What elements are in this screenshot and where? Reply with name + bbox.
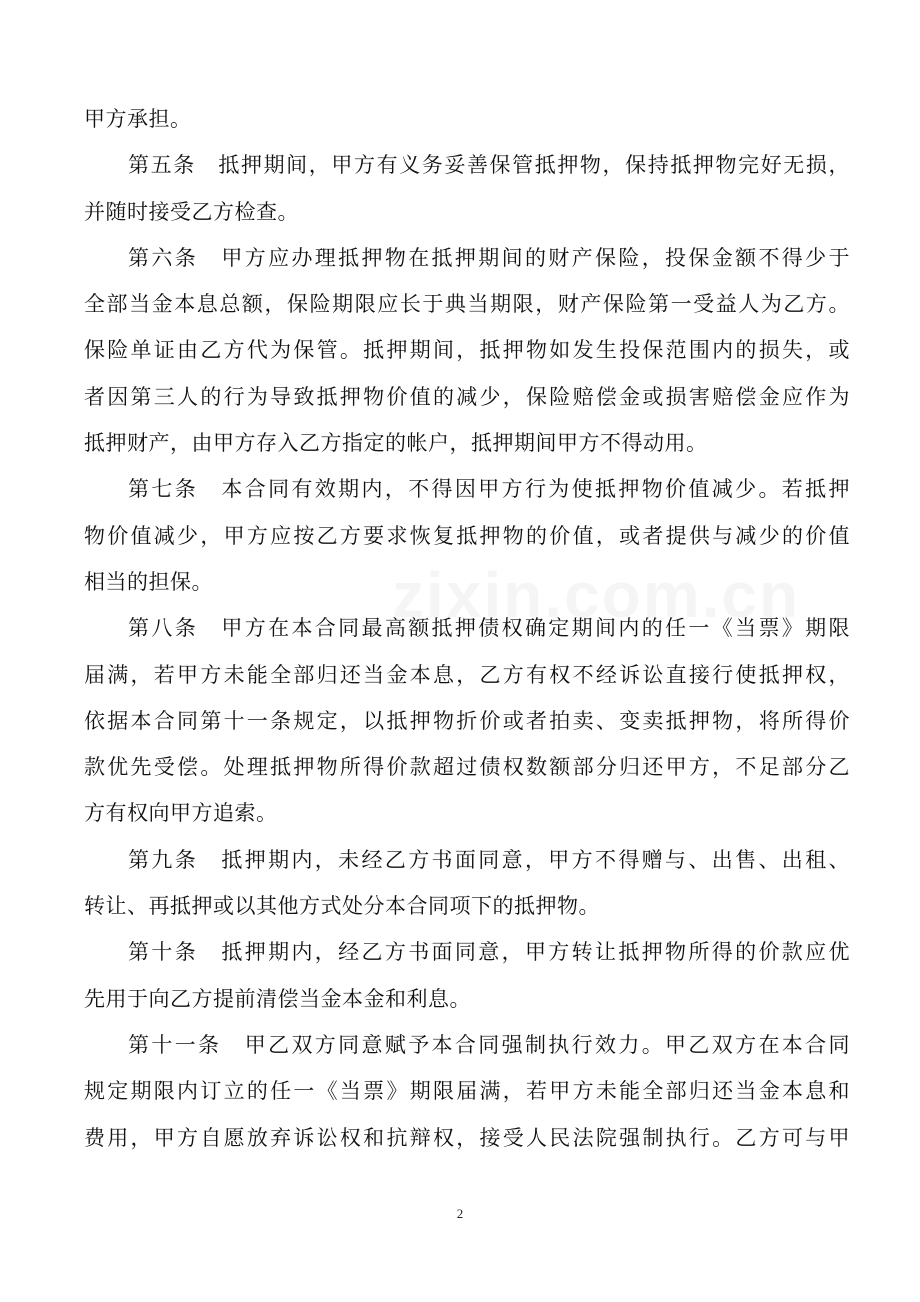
text-line: 者因第三人的行为导致抵押物价值的减少，保险赔偿金或损害赔偿金应作为 — [84, 384, 850, 409]
article-9-line: 第九条 抵押期内，未经乙方书面同意，甲方不得赠与、出售、出租、 — [128, 847, 850, 872]
text-line: 保险单证由乙方代为保管。抵押期间，抵押物如发生投保范围内的损失，或 — [84, 338, 850, 363]
text-line: 物价值减少，甲方应按乙方要求恢复抵押物的价值，或者提供与减少的价值 — [84, 523, 850, 548]
text-line: 规定期限内订立的任一《当票》期限届满，若甲方未能全部归还当金本息和 — [84, 1079, 850, 1104]
text-line: 款优先受偿。处理抵押物所得价款超过债权数额部分归还甲方，不足部分乙 — [84, 755, 850, 780]
text-line: 抵押财产，由甲方存入乙方指定的帐户，抵押期间甲方不得动用。 — [84, 431, 708, 456]
text-line: 依据本合同第十一条规定，以抵押物折价或者拍卖、变卖抵押物，将所得价 — [84, 708, 850, 733]
page-number: 2 — [456, 1206, 464, 1221]
article-11-line: 第十一条 甲乙双方同意赋予本合同强制执行效力。甲乙双方在本合同 — [128, 1032, 850, 1057]
text-line: 相当的担保。 — [84, 569, 213, 594]
article-10-line: 第十条 抵押期内，经乙方书面同意，甲方转让抵押物所得的价款应优 — [128, 940, 850, 965]
text-line: 并随时接受乙方检查。 — [84, 199, 299, 224]
text-line: 全部当金本息总额，保险期限应长于典当期限，财产保险第一受益人为乙方。 — [84, 292, 850, 317]
article-8-line: 第八条 甲方在本合同最高额抵押债权确定期间内的任一《当票》期限 — [128, 616, 850, 641]
article-7-line: 第七条 本合同有效期内，不得因甲方行为使抵押物价值减少。若抵押 — [128, 477, 850, 502]
text-line: 甲方承担。 — [84, 107, 192, 131]
text-line: 方有权向甲方追索。 — [84, 801, 278, 826]
document-body — [84, 96, 850, 1161]
article-5-line: 第五条 抵押期间，甲方有义务妥善保管抵押物，保持抵押物完好无损， — [128, 153, 850, 178]
article-6-line: 第六条 甲方应办理抵押物在抵押期间的财产保险，投保金额不得少于 — [128, 245, 850, 270]
text-line: 先用于向乙方提前清偿当金本金和利息。 — [84, 986, 471, 1011]
text-line: 费用，甲方自愿放弃诉讼权和抗辩权，接受人民法院强制执行。乙方可与甲 — [84, 1125, 850, 1150]
text-line: 届满，若甲方未能全部归还当金本息，乙方有权不经诉讼直接行使抵押权， — [84, 662, 850, 687]
text-line: 转让、再抵押或以其他方式处分本合同项下的抵押物。 — [84, 894, 600, 919]
